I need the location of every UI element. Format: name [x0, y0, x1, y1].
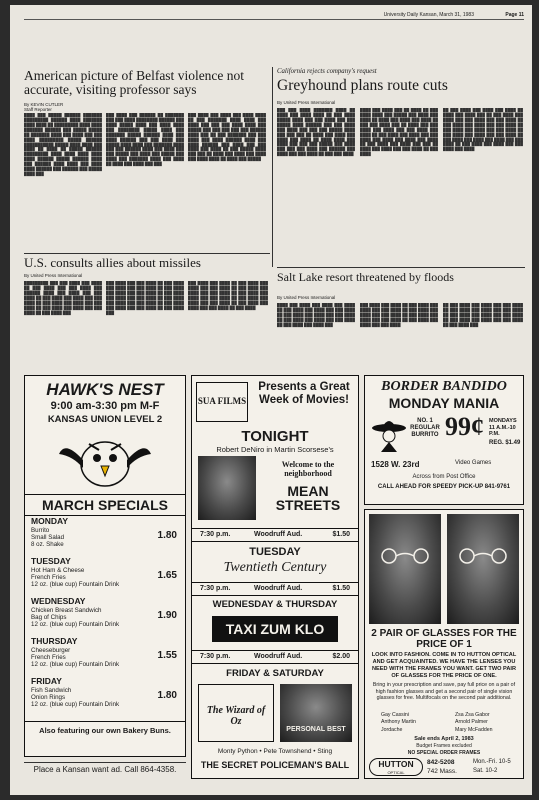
hawks-nest-name: HAWK'S NEST	[46, 380, 164, 399]
hutton-logo	[369, 758, 423, 776]
ticket-price: $2.00	[332, 653, 350, 660]
tonight-showtime	[192, 528, 358, 542]
call-ahead: CALL AHEAD FOR SPEEDY PICK-UP 841-9761	[377, 484, 511, 490]
border-address: 1528 W. 23rd	[371, 460, 420, 469]
brand-item: Mary McFadden	[455, 726, 493, 733]
glasses-icon	[453, 548, 513, 564]
special-item: 8 oz. Shake	[31, 541, 64, 548]
march-specials-title: MARCH SPECIALS	[25, 494, 185, 516]
section-rule	[24, 253, 270, 254]
special-item: Hot Ham & Cheese	[31, 567, 85, 574]
showtime: 7:30 p.m.	[200, 585, 231, 592]
budget-frames: Budget Frames excluded	[416, 743, 472, 749]
sale-ends: Sale ends April 2, 1983	[414, 736, 474, 742]
hawks-nest-location: KANSAS UNION LEVEL 2	[47, 414, 163, 425]
venue: Woodruff Aud.	[254, 585, 303, 592]
greyhound-column-3: ██ ███ ████ ███ ████ ███ ████ ██ ████ ███ ████ ███ ██ ███ ████ ███ ████ ███ ███ ████ ███ ███ ████ ██ ███ ████ ███ ████ ███ ███ ████ ██ ███ ████ ███ ████ ███ ███ ████ ██ ███ ████ ███ ████ ███ ███ ████ ██ ███ ████ ███ ████ ███ ████ ███ ███ ████ ██ ███ ████ ███ ████ ███ ███ ████ ███ ████	[443, 108, 523, 152]
special-day-label: MONDAY	[31, 516, 68, 526]
sua-logo-box	[196, 382, 248, 422]
hutton-optical-ad	[364, 509, 524, 779]
hutton-hours-weekday: Mon.-Fri. 10-5	[473, 759, 511, 765]
wed-thu-label: WEDNESDAY & THURSDAY	[212, 599, 338, 610]
ticket-price: $1.50	[332, 531, 350, 538]
hutton-phone: 842-5208	[427, 759, 455, 766]
greyhound-byline: By United Press International	[277, 100, 336, 105]
newspaper-page	[10, 5, 532, 795]
regular-price: REG. $1.49	[489, 440, 521, 446]
bottom-cast: Monty Python • Pete Townshend • Sting	[217, 748, 333, 755]
brand-item: Zsa Zsa Gabor	[455, 712, 490, 718]
ticket-price: $1.50	[332, 585, 350, 592]
burrito-price: 99¢	[445, 412, 484, 441]
special-item: Chicken Breast Sandwich	[31, 607, 102, 614]
regular-burrito-label: NO. 1 REGULAR BURRITO	[410, 418, 440, 438]
special-price: 1.65	[157, 570, 177, 581]
saltlake-headline: Salt Lake resort threatened by floods	[277, 270, 454, 284]
special-item: French Fries	[31, 654, 66, 661]
model-photo-left	[369, 514, 441, 624]
mean-streets-title: MEAN STREETS	[275, 483, 341, 513]
deniro-photo	[198, 456, 256, 520]
twentieth-century-title: Twentieth Century	[223, 560, 327, 575]
hutton-logo-sub: OPTICAL	[387, 770, 405, 775]
hawk-icon	[55, 430, 155, 492]
consulates-column-2: ███ ████ ███ ███ ████ ██ ███ ████ ███ ████ ███ ███ ████ ██ ███ ████ ███ ████ ███ ███ ████ ██ ███ ████ ███ ████ ███ ███ ████ ██ ███ ████ ███ ████ ███ ███ ████ ██ ███ ████ ███ ████ ███ ███ ████ ██ ███ ████ ███	[106, 281, 184, 315]
special-item: 12 oz. (blue cup) Fountain Drink	[31, 661, 120, 668]
taxi-zum-klo-title: TAXI ZUM KLO	[212, 616, 338, 642]
special-day-label: FRIDAY	[31, 676, 62, 686]
showtime: 7:30 p.m.	[200, 531, 231, 538]
wed-thu-showtime	[192, 650, 358, 664]
special-day-label: WEDNESDAY	[31, 596, 86, 606]
wizard-title: The Wizard of Oz	[206, 705, 266, 727]
saltlake-column-3: ██ ███ ████ ███ ████ ███ ███ ████ ██ ███ ████ ███ ████ ███ ███ ████ ██ ███ ████ ███ ████ ███ ███ ████ ██ ███ ████ ███ ████ ███ ███ ████ ██ ███ ████ ███	[443, 303, 523, 327]
greyhound-column-1: ███ ███ ████ ███████ ████ ██ ████ ███ ████ ████ ██ ███ ████ █████ ████ ███ ███ ████ ███ ███ █████ ████ ██████ ███ ███ ████ ███ ████ ███ ███ ███ █████ ████ ███ ███ ███ ██ ████ ███ ████ ███ ████ ███ ████ ██ ████ ████ ███ ████ ███ ███ ███ █████ ███ ████ ███ ███ ███ ████ ███ ██████ ███ ████ ███ ███ ████ ██ ███ ███ ████	[277, 108, 355, 157]
hutton-headline: 2 PAIR OF GLASSES FOR THE PRICE OF 1	[371, 628, 517, 650]
greyhound-kicker: California rejects company's request	[277, 68, 377, 75]
publication-line: University Daily Kansan, March 31, 1983	[383, 12, 474, 18]
page-number: Page 11	[505, 12, 524, 18]
sua-films-ad	[191, 375, 359, 779]
model-photo-right	[447, 514, 519, 624]
special-price: 1.80	[157, 530, 177, 541]
belfast-byline-name: By KEVIN CUTLER	[24, 102, 64, 107]
consulates-column-3: ███ ████ ███ ████ ██ ███ ████ ███ ████ ███ ███ ████ ██ ███ ████ ███ ████ ███ ███ ████ ██ ███ ████ ███ ████ ███ ███ ████ ██ ███ ████ ███ ████ ███ ███ ████ ██ ███ ████ ███ ████ ███ ███ ████ ██ ███ ████	[188, 281, 268, 310]
no-special-orders: NO SPECIAL ORDER FRAMES	[407, 750, 481, 756]
special-item: Burrito	[31, 527, 50, 534]
special-item: French Fries	[31, 574, 66, 581]
brand-item: Arnold Palmer	[455, 719, 488, 726]
column-divider	[272, 67, 273, 267]
tonight-title: Robert DeNiro in Martin Scorsese's	[216, 445, 334, 454]
bandido-mascot	[371, 414, 407, 454]
fri-sat-label: FRIDAY & SATURDAY	[226, 668, 324, 679]
saltlake-byline: By United Press International	[277, 295, 336, 300]
saltlake-column-2: ███ ████ ███ ████ ██ ███ ████ ███ ████ ███ ███ ████ ██ ███ ████ ███ ████ ███ ███ ████ ██ ███ ████ ███ ████ ███ ███ ████ ██ ███ ████ ███ ████ ███ ███ ████	[360, 303, 438, 327]
special-item: Fish Sandwich	[31, 687, 72, 694]
brand-list-left	[381, 712, 441, 734]
special-price: 1.55	[157, 650, 177, 661]
special-item: 12 oz. (blue cup) Fountain Drink	[31, 581, 120, 588]
welcome-text: Welcome to the neighborhood	[281, 460, 335, 479]
border-bandido-ad	[364, 375, 524, 505]
hawks-nest-ad	[24, 375, 186, 757]
monday-hours: MONDAYS 11 A.M.-10 P.M.	[489, 418, 517, 438]
section-rule-2	[277, 267, 525, 268]
hutton-pitch: LOOK INTO FASHION. COME IN TO HUTTON OPTICAL AND GET ACQUAINTED. WE HAVE THE LENSES YOU NEED WITH THE FRAMES YOU WANT. GET TWO PAIR OF GLASSES FOR THE PRICE OF ONE.	[371, 652, 517, 679]
tuesday-showtime	[192, 582, 358, 596]
border-bandido-name: BORDER BANDIDO	[381, 379, 507, 394]
consulates-headline: U.S. consults allies about missiles	[24, 255, 201, 270]
greyhound-headline: Greyhound plans route cuts	[277, 77, 448, 94]
special-price: 1.80	[157, 690, 177, 701]
belfast-column-3: ███ ████ ███ ████ ███ ████ ████ ██ ███ ███████ ████ ████ ███ ████ ███ ███ ███ ████ ████ ███ █████ ███ ███ ███ ███ ███ ██████ ████ ███ ██ ███ ███████ ███ ███ ████ ███ ████ ██████ ████ ███ ████ ██████ ███ ████ ███ ███ ████ ███ ████ ██ ███ █████ ████ ███ ███ ██ ████ ███ ████ ███ ████ ███ ████ ████ ██ ████ ███ █████	[188, 113, 266, 162]
personal-best-title: PERSONAL BEST	[286, 726, 346, 733]
running-header	[24, 10, 524, 20]
consulates-byline: By United Press International	[24, 273, 83, 278]
belfast-byline-role: Staff Reporter	[24, 107, 52, 113]
venue: Woodruff Aud.	[254, 531, 303, 538]
special-item: Onion Rings	[31, 694, 66, 701]
consulates-column-1: █████████ ███ ███ ████ ███ ████ ██ ███ ████ ███ ███ ████ ███ ██████ ████ ███ ████ ███ ███ ████ ██ ███ ████ ███ ████ ███ ███ ████ ██ ███ ████ ███ ████ ███ ███ ████ ██ ███ ████ ███ ████ ███ ███ ████ ██ ███ ████ ███	[24, 281, 102, 315]
special-item: 12 oz. (blue cup) Fountain Drink	[31, 621, 120, 628]
belfast-headline: American picture of Belfast violence not accurate, visiting professor says	[24, 68, 245, 97]
belfast-column-2: ███ ████ ███ ██████ ██ ███████ ███ ███ ████ ████████ ██████ ███ ████ █████ ████ ███ ████ ████ ███ ████████ █████ ████ ███ ███████ █████ ██████ ████ ███ ████ ██████ ███ ███ ████ ███ █████ ████ ████ ███ ███████ ████ ███ ███ ██████ ████ ███ ████ ███ ███ █████ ███ ████ ███ █████ ███ ████ ███ ███████ ████ ███ ████ ██ ████ ███ ████ ███ ███	[106, 113, 184, 167]
special-day-label: THURSDAY	[31, 636, 78, 646]
hutton-street: 742 Mass.	[427, 768, 457, 775]
special-item: Cheeseburger	[31, 647, 71, 654]
glasses-icon	[375, 548, 435, 564]
hawk-mascot-illustration	[55, 430, 155, 492]
hutton-hours-saturday: Sat. 10-2	[473, 768, 498, 774]
greyhound-column-2: ████ ███ ████ ███ ██ ████ ██ ███ ████ ████ ███ █████ ███ ████ ███ ████ ██ ████ ███ ████ ███ ████ ██ ███ ███ ████ ███ ██ ████ ███ ███ ████ ███ ████ ███ ███ ████ ███ ████ ██ ███ ████ ███ ████ ███ ███ ████ ███ ████ ███ ████ ███ ████ ██ ███ ████ ███ ████ ███ ███ ██ ████ ███ ████ ███ ███ ████ ██ ███ ████	[360, 108, 438, 157]
saltlake-column-1: ████ ███ ████ ███ ████ ███ ████ ██ ███ ████ ███ ████ ███ ███ ████ ██ ███ ████ ███ ████ ███ ███ ████ ██ ███ ████ ███ ████ ███ ███ ████ ██ ███ ████ ███ ████ ███	[277, 303, 355, 327]
tuesday-label: TUESDAY	[249, 546, 301, 558]
video-games: Video Games	[455, 460, 492, 466]
special-item: Small Salad	[31, 534, 65, 541]
classified-ad-line: Place a Kansan want ad. Call 864-4358.	[24, 762, 186, 774]
special-item: 12 oz. (blue cup) Fountain Drink	[31, 701, 120, 708]
belfast-byline	[24, 102, 63, 113]
hutton-logo-text: HUTTON	[378, 759, 414, 769]
showtime: 7:30 p.m.	[200, 653, 231, 660]
across-from-post-office: Across from Post Office	[412, 474, 476, 480]
hutton-offer: Bring in your prescription and save, pay full price on a pair of high fashion glasses and get a second pair of single vision glasses for free. Multifocals on the second pair additional.	[372, 682, 516, 702]
brand-item: Anthony Martin	[381, 719, 416, 726]
venue: Woodruff Aud.	[254, 653, 303, 660]
special-friday	[25, 676, 185, 722]
secret-policemans-ball-title: THE SECRET POLICEMAN'S BALL	[200, 760, 350, 770]
special-item: Bag of Chips	[31, 614, 67, 621]
monday-mania-title: MONDAY MANIA	[388, 395, 500, 411]
sua-logo: SUA FILMS	[197, 396, 247, 406]
personal-best-photo	[280, 684, 352, 742]
special-price: 1.90	[157, 610, 177, 621]
sua-tagline: Presents a Great Week of Movies!	[258, 381, 350, 406]
sombrero-icon	[371, 414, 407, 454]
belfast-column-1: ████ ███ █████ ██████ ███████ █████████ ██████ ████ ███████ ████ ████ ██ █████████ ████ ████ ███████ ██████ ███ █████ █████ ██ ███████ ████ ███ ████ ███ ███ ████ █████████ █████ ██████ ███████████ █████ ████ ████ ███ ████ ██ ████ ██ █████ ██████ █████████ ████ ████ ████ ████ ████ ██████ █████ ██████ ████ ███ ██████ ████ ████ ███ ████ ████ ██████ ███ ██████ ███ █████ ████ ███	[24, 113, 102, 177]
wizard-of-oz-poster	[198, 684, 274, 742]
brand-list-right	[455, 712, 519, 734]
bakery-buns-footer: Also featuring our own Bakery Buns.	[25, 721, 185, 735]
hawks-nest-hours: 9:00 am-3:30 pm M-F	[50, 400, 160, 412]
special-day-label: TUESDAY	[31, 556, 71, 566]
brand-item: Jordache	[381, 726, 403, 733]
tonight-label: TONIGHT	[241, 428, 309, 445]
brand-item: Gay Cassini	[381, 712, 409, 718]
